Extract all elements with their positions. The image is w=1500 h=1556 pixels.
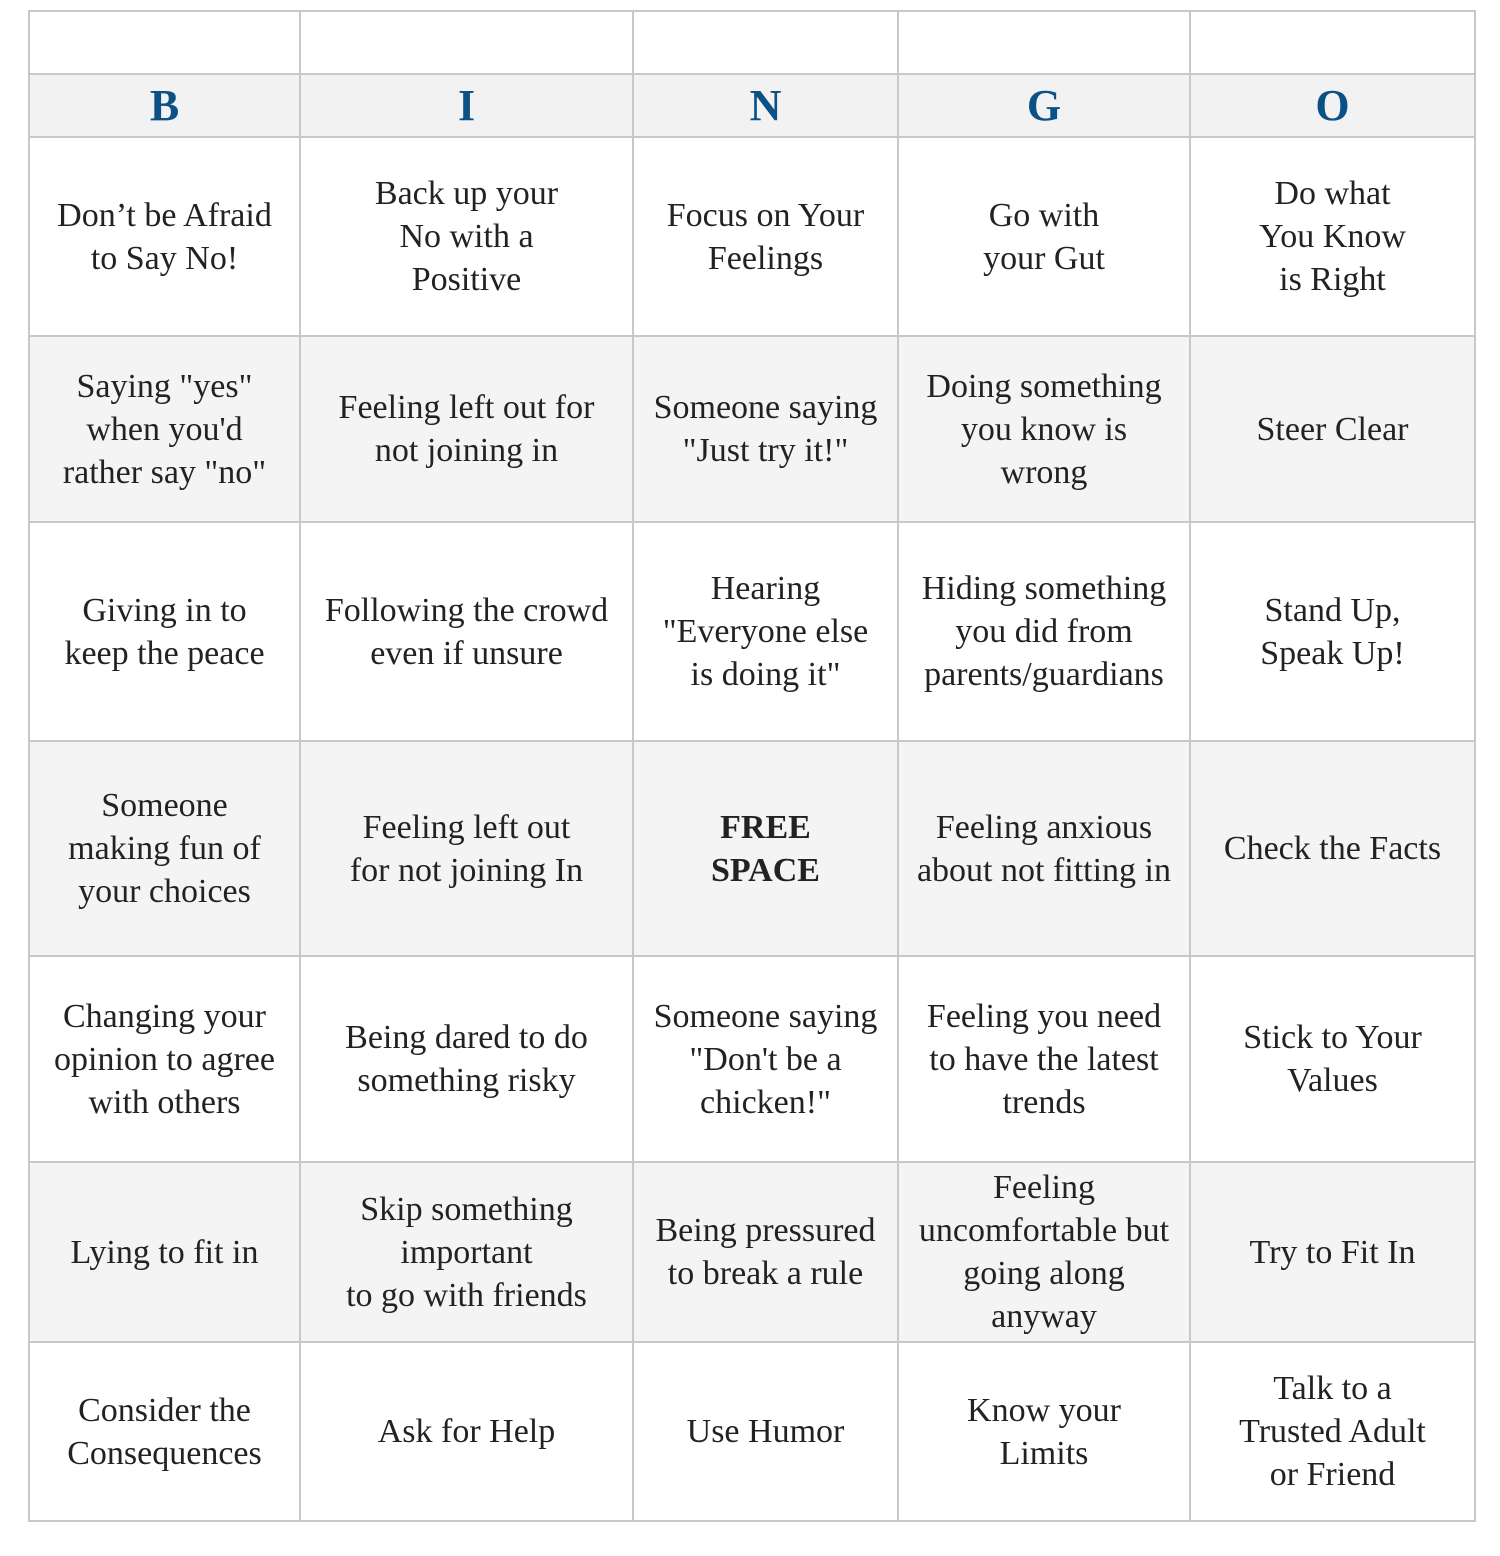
header-letter-g: G	[898, 74, 1190, 137]
bingo-cell[interactable]: Don’t be Afraid to Say No!	[29, 137, 300, 336]
bingo-cell[interactable]: Try to Fit In	[1190, 1162, 1475, 1342]
bingo-cell[interactable]: Being dared to do something risky	[300, 956, 633, 1162]
bingo-row-1	[29, 137, 1475, 336]
bingo-cell[interactable]: Feeling left out for not joining In	[300, 741, 633, 956]
bingo-cell[interactable]: Doing something you know is wrong	[898, 336, 1190, 522]
blank-cell	[29, 11, 300, 74]
bingo-cell[interactable]: Hearing "Everyone else is doing it"	[633, 522, 898, 741]
bingo-cell[interactable]: Changing your opinion to agree with others	[29, 956, 300, 1162]
bingo-cell[interactable]: Hiding something you did from parents/guardians	[898, 522, 1190, 741]
bingo-cell[interactable]: Following the crowd even if unsure	[300, 522, 633, 741]
free-space-cell[interactable]: FREE SPACE	[633, 741, 898, 956]
bingo-cell[interactable]: Stand Up, Speak Up!	[1190, 522, 1475, 741]
bingo-cell[interactable]: Focus on Your Feelings	[633, 137, 898, 336]
bingo-row-7	[29, 1342, 1475, 1521]
bingo-cell[interactable]: Go with your Gut	[898, 137, 1190, 336]
blank-cell	[300, 11, 633, 74]
bingo-header-row	[29, 74, 1475, 137]
blank-cell	[1190, 11, 1475, 74]
bingo-cell[interactable]: Consider the Consequences	[29, 1342, 300, 1521]
bingo-cell[interactable]: Ask for Help	[300, 1342, 633, 1521]
bingo-row-5	[29, 956, 1475, 1162]
bingo-row-4	[29, 741, 1475, 956]
bingo-row-2	[29, 336, 1475, 522]
bingo-cell[interactable]: Use Humor	[633, 1342, 898, 1521]
bingo-cell[interactable]: Feeling left out for not joining in	[300, 336, 633, 522]
bingo-cell[interactable]: Stick to Your Values	[1190, 956, 1475, 1162]
bingo-cell[interactable]: Talk to a Trusted Adult or Friend	[1190, 1342, 1475, 1521]
header-letter-o: O	[1190, 74, 1475, 137]
bingo-cell[interactable]: Giving in to keep the peace	[29, 522, 300, 741]
blank-cell	[633, 11, 898, 74]
blank-top-row	[29, 11, 1475, 74]
bingo-board	[28, 10, 1476, 1522]
bingo-cell[interactable]: Feeling you need to have the latest trends	[898, 956, 1190, 1162]
bingo-cell[interactable]: Back up your No with a Positive	[300, 137, 633, 336]
bingo-cell[interactable]: Saying "yes" when you'd rather say "no"	[29, 336, 300, 522]
bingo-cell[interactable]: Feeling anxious about not fitting in	[898, 741, 1190, 956]
bingo-cell[interactable]: Being pressured to break a rule	[633, 1162, 898, 1342]
bingo-cell[interactable]: Steer Clear	[1190, 336, 1475, 522]
bingo-cell[interactable]: Lying to fit in	[29, 1162, 300, 1342]
bingo-cell[interactable]: Skip something important to go with friends	[300, 1162, 633, 1342]
bingo-cell[interactable]: Feeling uncomfortable but going along anyway	[898, 1162, 1190, 1342]
blank-cell	[898, 11, 1190, 74]
bingo-cell[interactable]: Know your Limits	[898, 1342, 1190, 1521]
header-letter-n: N	[633, 74, 898, 137]
bingo-cell[interactable]: Do what You Know is Right	[1190, 137, 1475, 336]
header-letter-i: I	[300, 74, 633, 137]
header-letter-b: B	[29, 74, 300, 137]
bingo-cell[interactable]: Check the Facts	[1190, 741, 1475, 956]
bingo-cell[interactable]: Someone saying "Don't be a chicken!"	[633, 956, 898, 1162]
bingo-row-6	[29, 1162, 1475, 1342]
bingo-cell[interactable]: Someone making fun of your choices	[29, 741, 300, 956]
bingo-cell[interactable]: Someone saying "Just try it!"	[633, 336, 898, 522]
bingo-row-3	[29, 522, 1475, 741]
